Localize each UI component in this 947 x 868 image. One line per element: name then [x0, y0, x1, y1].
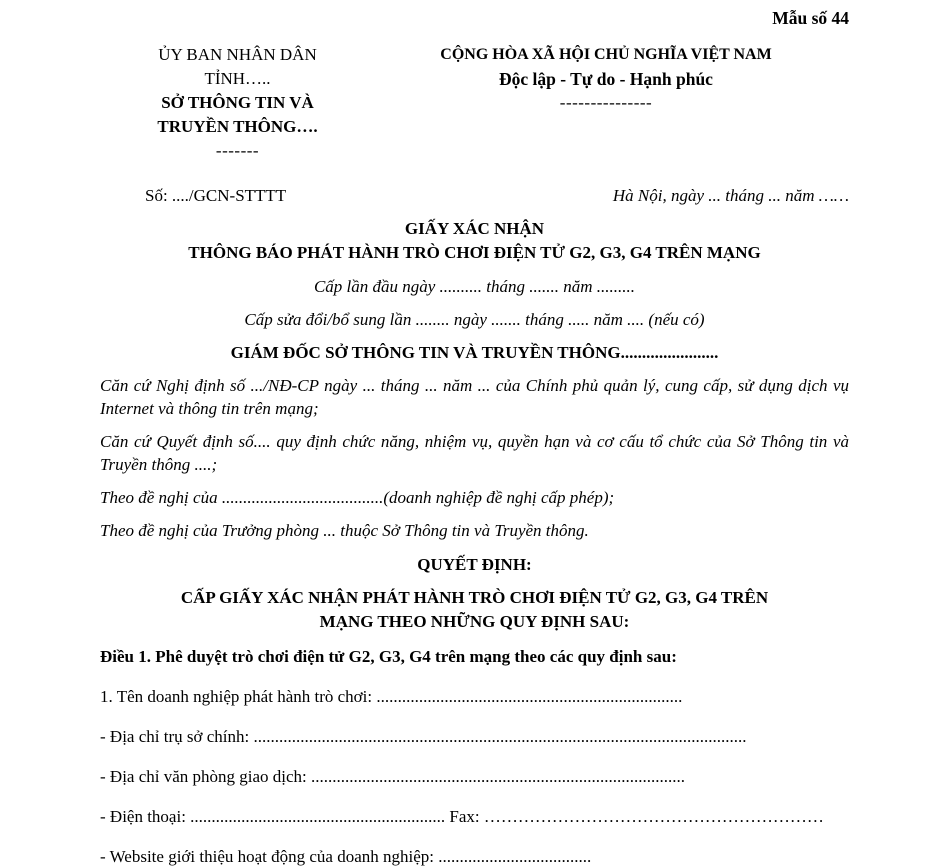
decision-subheading-line2: MẠNG THEO NHỮNG QUY ĐỊNH SAU: [319, 612, 630, 631]
authority-heading: GIÁM ĐỐC SỞ THÔNG TIN VÀ TRUYỀN THÔNG....................... [230, 343, 719, 362]
recital-decision: Căn cứ Quyết định số.... quy định chức năng, nhiệm vụ, quyền hạn và cơ cấu tổ chức của Sở Thông tin và Truyền thông ....; [100, 432, 849, 474]
issuing-agency-block [100, 43, 375, 163]
recital-decree: Căn cứ Nghị định số .../NĐ-CP ngày ... tháng ... năm ... của Chính phủ quản lý, cung cấp, sử dụng dịch vụ Internet và thông tin trên mạng; [100, 376, 849, 418]
recital-enterprise-request: Theo đề nghị của ......................................(doanh nghiệp đề nghị cấp phép); [100, 488, 615, 507]
place-date-line: Hà Nội, ngày ... tháng ... năm …… [612, 186, 849, 205]
decision-subheading [100, 586, 849, 634]
field-transaction-office-address: - Địa chỉ văn phòng giao dịch: ........................................................................................ [100, 767, 686, 786]
agency-divider: ------- [215, 141, 260, 160]
national-header-block [375, 43, 849, 163]
agency-province-line: TỈNH….. [204, 69, 271, 88]
field-enterprise-name: 1. Tên doanh nghiệp phát hành trò chơi: ........................................................................ [100, 687, 683, 706]
document-header [100, 43, 849, 163]
recital-department-head: Theo đề nghị của Trưởng phòng ... thuộc Sở Thông tin và Truyền thông. [100, 521, 589, 540]
article1-heading: Điều 1. Phê duyệt trò chơi điện tử G2, G3, G4 trên mạng theo các quy định sau: [100, 647, 677, 666]
field-phone-fax: - Điện thoại: ............................................................ Fax: …………………………………………………… [100, 807, 824, 826]
field-head-office-address: - Địa chỉ trụ sở chính: .................................................................................................................... [100, 727, 747, 746]
doc-title-line2: THÔNG BÁO PHÁT HÀNH TRÒ CHƠI ĐIỆN TỬ G2, G3, G4 TRÊN MẠNG [188, 243, 761, 262]
decision-heading: QUYẾT ĐỊNH: [417, 555, 532, 574]
field-website: - Website giới thiệu hoạt động của doanh nghiệp: .................................... [100, 847, 592, 866]
motto-divider: --------------- [559, 93, 653, 112]
amendment-issue-line: Cấp sửa đổi/bổ sung lần ........ ngày ....... tháng ..... năm .... (nếu có) [244, 310, 705, 329]
doc-number: Số: ..../GCN-STTTT [145, 186, 287, 205]
country-name: CỘNG HÒA XÃ HỘI CHỦ NGHĨA VIỆT NAM [440, 46, 772, 63]
first-issue-line: Cấp lần đầu ngày .......... tháng ....... năm ......... [313, 277, 636, 296]
agency-name-line2: TRUYỀN THÔNG…. [157, 117, 318, 136]
agency-parent-line: ỦY BAN NHÂN DÂN [158, 45, 317, 64]
decision-subheading-line1: CẤP GIẤY XÁC NHẬN PHÁT HÀNH TRÒ CHƠI ĐIỆN TỬ G2, G3, G4 TRÊN [180, 588, 769, 607]
doc-title-line1: GIẤY XÁC NHẬN [404, 219, 545, 238]
doc-meta-row [100, 184, 849, 207]
form-number: Mẫu số 44 [772, 8, 849, 28]
doc-title [100, 217, 849, 265]
national-motto: Độc lập - Tự do - Hạnh phúc [499, 69, 713, 89]
agency-name-line1: SỞ THÔNG TIN VÀ [161, 93, 314, 112]
